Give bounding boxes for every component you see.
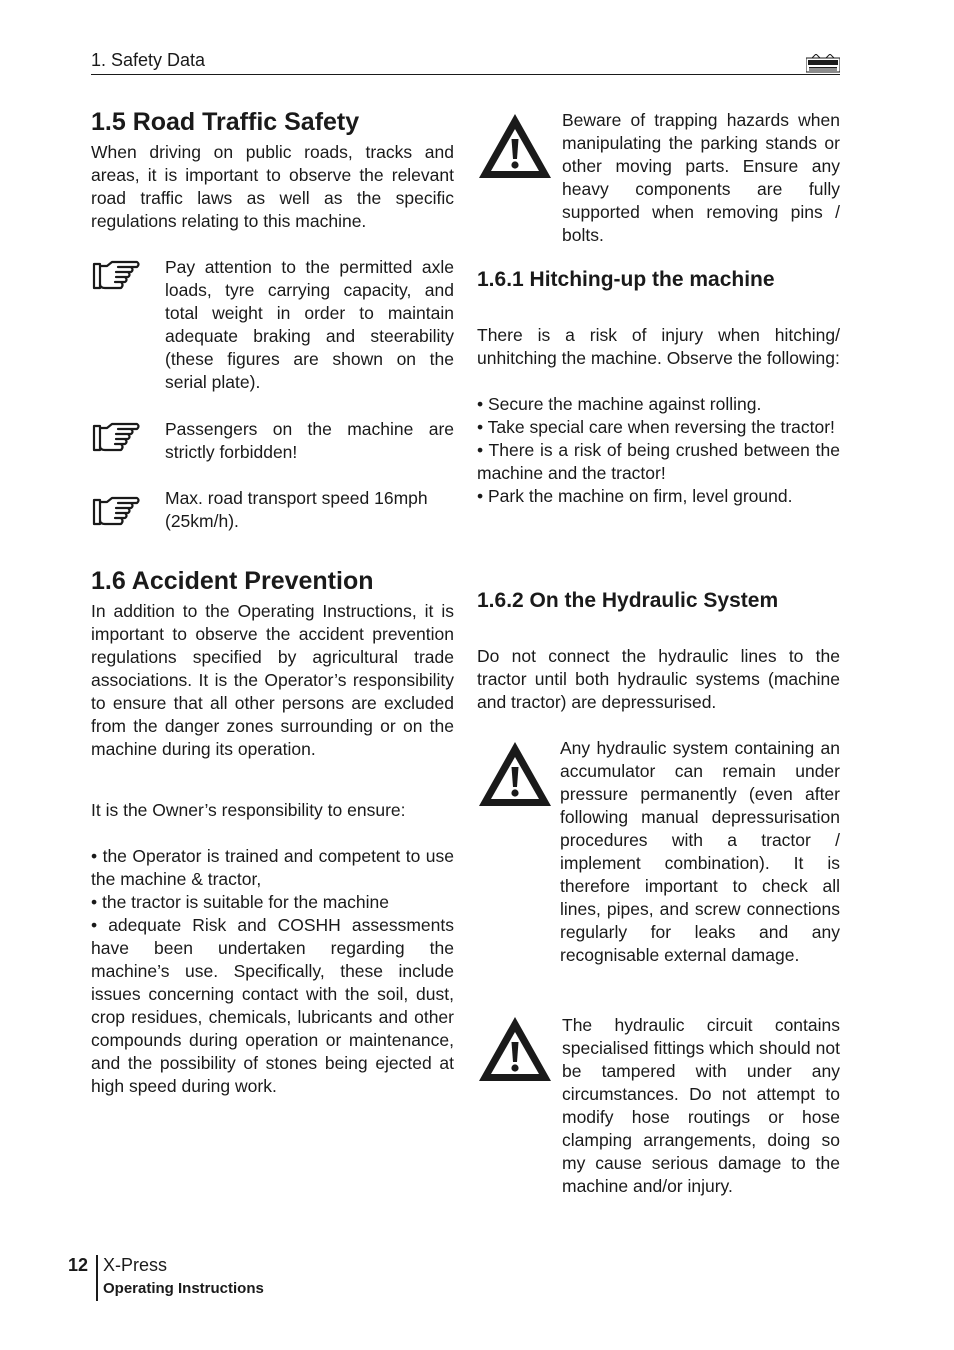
list-item: • Take special care when reversing the tractor! — [477, 417, 835, 437]
hitching-intro: There is a risk of injury when hitching/ unhitching the machine. Observe the following: — [477, 325, 840, 368]
warning-hydraulic-fittings: The hydraulic circuit contains specialised fittings which should not be tampered with under any circumstances. Do not attempt to modify hose routings or hose clamping arrangements, doing so my cause serious damage to the machine and/or injury. — [562, 1015, 840, 1196]
warning-triangle-icon — [477, 740, 553, 808]
warning-triangle-icon — [477, 1015, 553, 1083]
running-header: 1. Safety Data — [91, 50, 206, 70]
list-item: • adequate Risk and COSHH assessments have been undertaken regarding the machine’s use. Specifically, these include issues concerning contact with the soil, dust, crop residues, chemicals, lubricants and other compounds during operation or maintenance, and the possibility of stones being ejected at high speed during work. — [91, 915, 454, 1096]
section-1-5-intro: When driving on public roads, tracks and areas, it is important to observe the relevant road traffic laws as well as the specific regulations relating to this machine. — [91, 142, 454, 231]
section-1-6-heading: 1.6 Accident Prevention — [91, 567, 374, 595]
hydraulic-intro: Do not connect the hydraulic lines to the tractor until both hydraulic systems (machine and tractor) are depressurised. — [477, 646, 840, 712]
section-1-6-intro: In addition to the Operating Instructions, it is important to observe the accident prevention regulations specified by agricultural trade associations. It is the Operator’s responsibility to ensure that all other persons are excluded from the danger zones surrounding or on the machine during its operation. — [91, 601, 454, 759]
hitching-instructions — [477, 324, 840, 508]
footer-subtitle: Operating Instructions — [103, 1280, 264, 1297]
owner-responsibility — [91, 799, 454, 1098]
footer-product: X-Press — [103, 1255, 168, 1275]
note-passengers: Passengers on the machine are strictly forbidden! — [165, 419, 454, 462]
list-item: • There is a risk of being crushed between the machine and the tractor! — [477, 440, 840, 483]
list-item: • Secure the machine against rolling. — [477, 394, 762, 414]
note-max-speed: Max. road transport speed 16mph (25km/h). — [165, 488, 428, 531]
simba-logo — [806, 54, 840, 74]
pointing-hand-icon — [91, 495, 141, 529]
warning-trapping-hazards: Beware of trapping hazards when manipulating the parking stands or other moving parts. Ensure any heavy components are fully supported when removing pins / bolts. — [562, 110, 840, 245]
list-item: • the tractor is suitable for the machine — [91, 892, 389, 912]
pointing-hand-icon — [91, 259, 141, 293]
section-1-6-2-heading: 1.6.2 On the Hydraulic System — [477, 589, 779, 612]
section-1-6-1-heading: 1.6.1 Hitching-up the machine — [477, 268, 775, 291]
owner-intro: It is the Owner’s responsibility to ensure: — [91, 800, 406, 820]
section-1-5-heading: 1.5 Road Traffic Safety — [91, 108, 360, 136]
page-number: 12 — [68, 1255, 89, 1275]
pointing-hand-icon — [91, 421, 141, 455]
list-item: • Park the machine on firm, level ground. — [477, 486, 793, 506]
list-item: • the Operator is trained and competent to use the machine & tractor, — [91, 846, 454, 889]
warning-accumulator: Any hydraulic system containing an accumulator can remain under pressure permanently (even after following manual depressurisation procedures with a tractor / implement combination). It is therefore important to check all lines, pipes, and screw connections regularly for leaks and any recognisable external damage. — [560, 738, 840, 965]
warning-triangle-icon — [477, 112, 553, 180]
note-axle-loads: Pay attention to the permitted axle loads, tyre carrying capacity, and total weight in order to maintain adequate braking and steerability (these figures are shown on the serial plate). — [165, 257, 454, 392]
header-rule — [91, 74, 840, 75]
footer-divider — [96, 1255, 98, 1301]
